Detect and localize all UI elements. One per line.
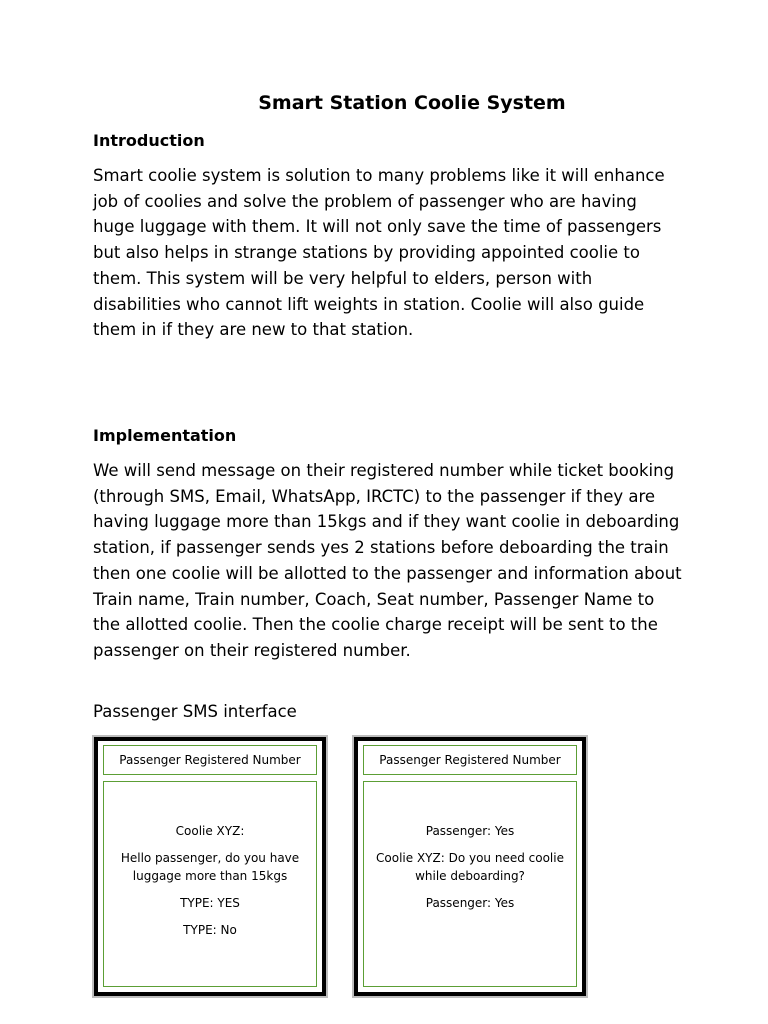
implementation-heading: Implementation — [93, 426, 237, 445]
sms-message: TYPE: YES — [180, 896, 240, 910]
introduction-heading: Introduction — [93, 131, 205, 150]
introduction-paragraph: Smart coolie system is solution to many problems like it will enhance job of coolies and solve the problem of passenger who are having huge luggage with them. It will not only save the time of passengers but also helps in strange stations by providing appointed coolie to them. This system will be very helpful to elders, person with disabilities who cannot lift weights in station. Coolie will also guide them in if they are new to that station. — [93, 166, 665, 340]
phone-header: Passenger Registered Number — [363, 745, 577, 775]
sms-message: TYPE: No — [183, 923, 237, 937]
phone-header: Passenger Registered Number — [103, 745, 317, 775]
sms-message: Hello passenger, do you have luggage more than 15kgs — [120, 851, 300, 883]
document-title: Smart Station Coolie System — [258, 92, 566, 114]
implementation-paragraph: We will send message on their registered number while ticket booking (through SMS, Email, WhatsApp, IRCTC) to the passenger if they are having luggage more than 15kgs and if they want coolie in deboarding station, if passenger sends yes 2 stations before deboarding the train then one coolie will be allotted to the passenger and information about Train name, Train number, Coach, Seat number, Passenger Name to the allotted coolie. Then the coolie charge receipt will be sent to the passenger on their registered number. — [93, 461, 682, 660]
sms-message: Passenger: Yes — [425, 896, 515, 910]
sms-message: Passenger: Yes — [425, 824, 515, 838]
sms-interface-label: Passenger SMS interface — [93, 702, 297, 721]
sms-message-area — [103, 781, 317, 987]
sms-phone-mockup-2 — [354, 737, 586, 996]
sms-message: Coolie XYZ: — [175, 824, 245, 838]
sms-message-area — [363, 781, 577, 987]
sms-phone-mockup-1 — [94, 737, 326, 996]
sms-message: Coolie XYZ: Do you need coolie while deboarding? — [376, 851, 564, 883]
